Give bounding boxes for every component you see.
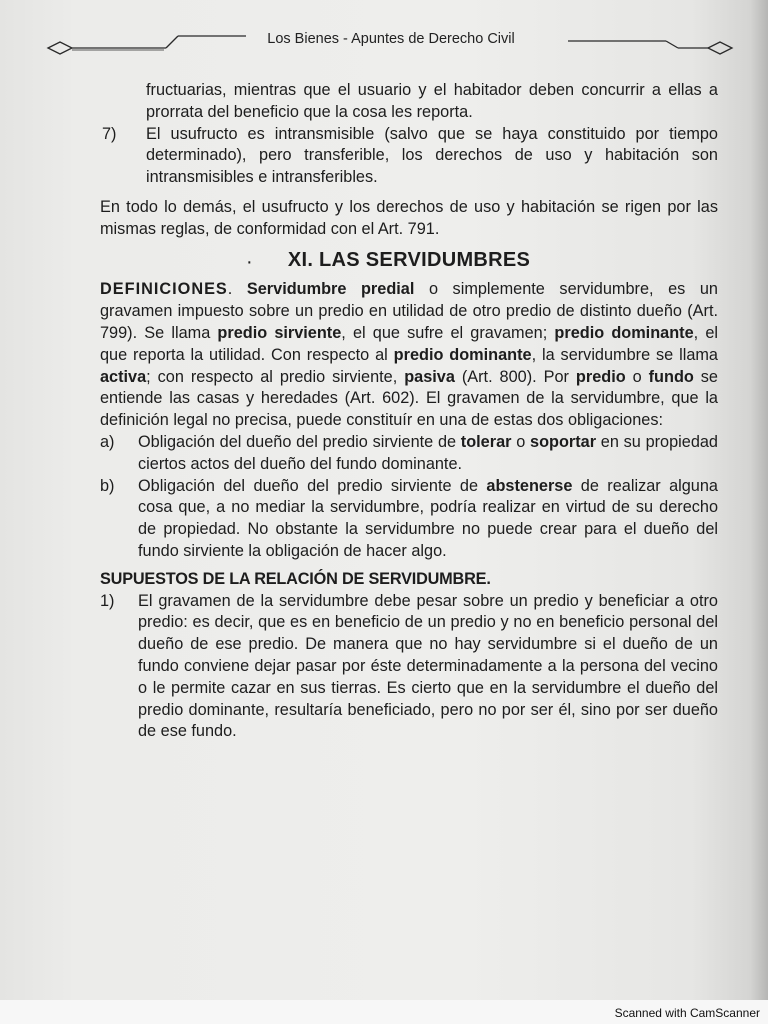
- list-item-text: El usufructo es intransmisible (salvo que se haya constituido por tiempo determinado), pero transferible, los derechos de uso y habitación son intransmisibles e intransferibles.: [146, 124, 718, 187]
- paragraph-general: En todo lo demás, el usufructo y los derechos de uso y habitación se rigen por las mismas reglas, de conformidad con el Art. 791.: [100, 197, 718, 238]
- list-item-1: [100, 591, 718, 744]
- term-predio: predio: [575, 367, 626, 386]
- list-item-text: Obligación del dueño del predio sirviente de abstenerse de realizar alguna cosa que, a no mediar la servidumbre, podría realizar en virtud de su derecho de propiedad. No obstante la servidumbre no puede crear para el dueño del fundo sirviente la obligación de hacer algo.: [138, 476, 718, 560]
- header-title: Los Bienes - Apuntes de Derecho Civil: [267, 31, 515, 47]
- list-item-label: b): [100, 476, 115, 495]
- definitions-heading: DEFINICIONES: [100, 280, 228, 299]
- list-item-a: [100, 432, 718, 476]
- supuestos-heading: SUPUESTOS DE LA RELACIÓN DE SERVIDUMBRE.: [100, 569, 491, 588]
- term-activa: activa: [100, 367, 147, 386]
- section-title: [100, 250, 718, 272]
- running-header: [46, 28, 736, 58]
- term-fundo: fundo: [648, 367, 694, 386]
- list-item-label: 1): [100, 591, 115, 610]
- list-item-label: 7): [102, 124, 117, 143]
- term-predio-dominante: predio dominante: [554, 323, 694, 342]
- scanner-footer: [0, 1000, 768, 1024]
- page-edge-shadow: [750, 0, 768, 1000]
- list-item-text: El gravamen de la servidumbre debe pesar sobre un predio y beneficiar a otro predio: es decir, que es en beneficio de un predio y no en beneficio personal del dueño de ese predio. De manera que no hay servidumbre si el dueño de un fundo conviene dejar pasar por éste determinadamente a la persona del vecino o le permite cazar en sus tierras. Es cierto que en la servidumbre el dueño del predio dominante, resultaría beneficiado, pero no por ser él, sino por ser dueño de ese fundo.: [138, 591, 718, 741]
- list-item-text: Obligación del dueño del predio sirviente de tolerar o soportar en su propiedad ciertos actos del dueño del fundo dominante.: [138, 432, 718, 473]
- term-pasiva: pasiva: [404, 367, 455, 386]
- definitions-paragraph: DEFINICIONES. Servidumbre predial o simplemente servidumbre, es un gravamen impuesto sobre un predio en utilidad de otro predio de distinto dueño (Art. 799). Se llama predio sirviente, el que sufre el gravamen; predio dominante, el que reporta la utilidad. Con respecto al predio dominante, la servidumbre se llama activa; con respecto al predio sirviente, pasiva (Art. 800). Por predio o fundo se entiende las casas y heredades (Art. 602). El gravamen de la servidumbre, que la definición legal no precisa, puede constituír en una de estas dos obligaciones:: [100, 280, 718, 430]
- section-dot: ·: [246, 250, 253, 273]
- section-title-text: XI. LAS SERVIDUMBRES: [287, 248, 531, 271]
- list-item-b: [100, 476, 718, 563]
- scanner-watermark: Scanned with CamScanner: [614, 1006, 760, 1020]
- paragraph-continuation: fructuarias, mientras que el usuario y el habitador deben concurrir a ellas a prorrata del beneficio que la cosa les reporta.: [146, 81, 718, 121]
- term-predio-sirviente: predio sirviente: [217, 323, 342, 342]
- list-item-label: a): [100, 432, 115, 451]
- term-predio-dominante-2: predio dominante: [393, 345, 532, 364]
- list-item-7: [100, 124, 718, 189]
- page-body: [100, 80, 718, 743]
- term-servidumbre-predial: Servidumbre predial: [246, 280, 415, 299]
